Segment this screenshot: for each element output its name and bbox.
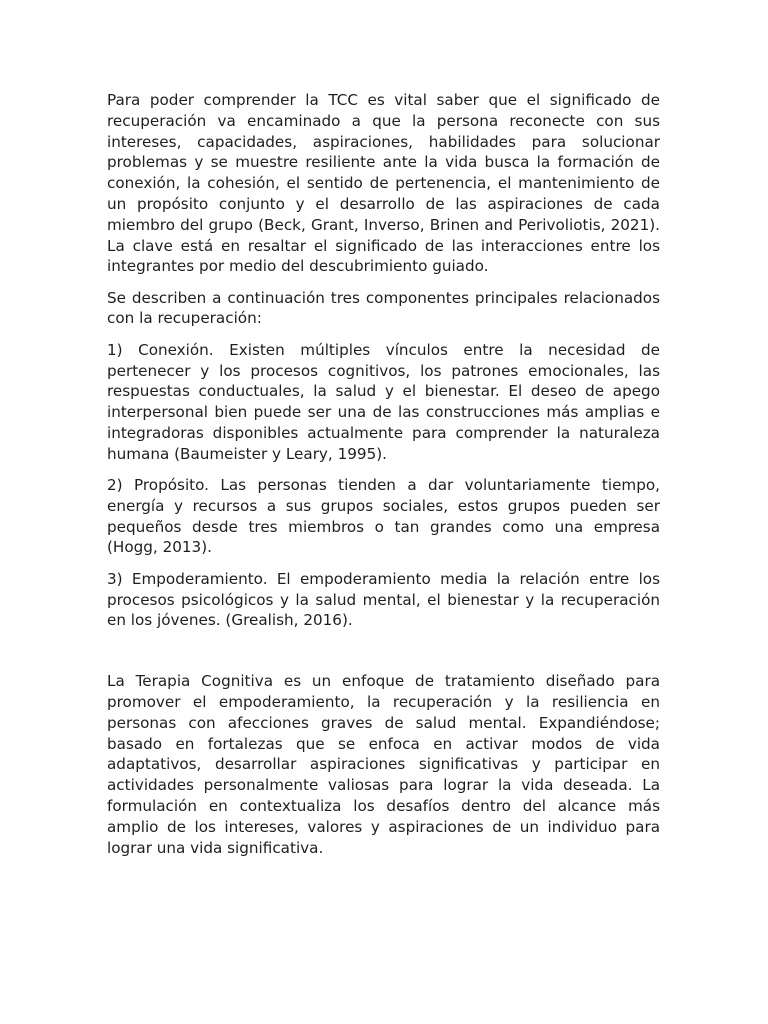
paragraph-connection: 1) Conexión. Existen múltiples vínculos entre la necesidad de pertenecer y los procesos cognitivos, los patrones emocionales, las respuestas conductuales, la salud y el bienestar. El deseo de apego interpersonal bien puede ser una de las construcciones más amplias e integradoras disponibles actualmente para comprender la naturaleza humana (Baumeister y Leary, 1995).	[107, 340, 660, 463]
paragraph-empowerment: 3) Empoderamiento. El empoderamiento media la relación entre los procesos psicológicos y la salud mental, el bienestar y la recuperación en los jóvenes. (Grealish, 2016).	[107, 569, 660, 630]
document-page	[107, 90, 660, 869]
paragraph-purpose: 2) Propósito. Las personas tienden a dar voluntariamente tiempo, energía y recursos a sus grupos sociales, estos grupos pueden ser pequeños desde tres miembros o tan grandes como una empresa (Hogg, 2013).	[107, 476, 660, 557]
paragraph-cognitive-therapy: La Terapia Cognitiva es un enfoque de tratamiento diseñado para promover el empoderamiento, la recuperación y la resiliencia en personas con afecciones graves de salud mental. Expandiéndose; basado en fortalezas que se enfoca en activar modos de vida adaptativos, desarrollar aspiraciones significativas y participar en actividades personalmente valiosas para lograr la vida deseada. La formulación en contextualiza los desafíos dentro del alcance más amplio de los intereses, valores y aspiraciones de un individuo para lograr una vida significativa.	[107, 672, 660, 857]
paragraph-components-intro: Se describen a continuación tres componentes principales relacionados con la recuperación:	[107, 288, 660, 328]
paragraph-intro: Para poder comprender la TCC es vital saber que el significado de recuperación va encaminado a que la persona reconecte con sus intereses, capacidades, aspiraciones, habilidades para solucionar problemas y se muestre resiliente ante la vida busca la formación de conexión, la cohesión, el sentido de pertenencia, el mantenimiento de un propósito conjunto y el desarrollo de las aspiraciones de cada miembro del grupo (Beck, Grant, Inverso, Brinen and Perivoliotis, 2021). La clave está en resaltar el significado de las interacciones entre los integrantes por medio del descubrimiento guiado.	[107, 91, 660, 276]
